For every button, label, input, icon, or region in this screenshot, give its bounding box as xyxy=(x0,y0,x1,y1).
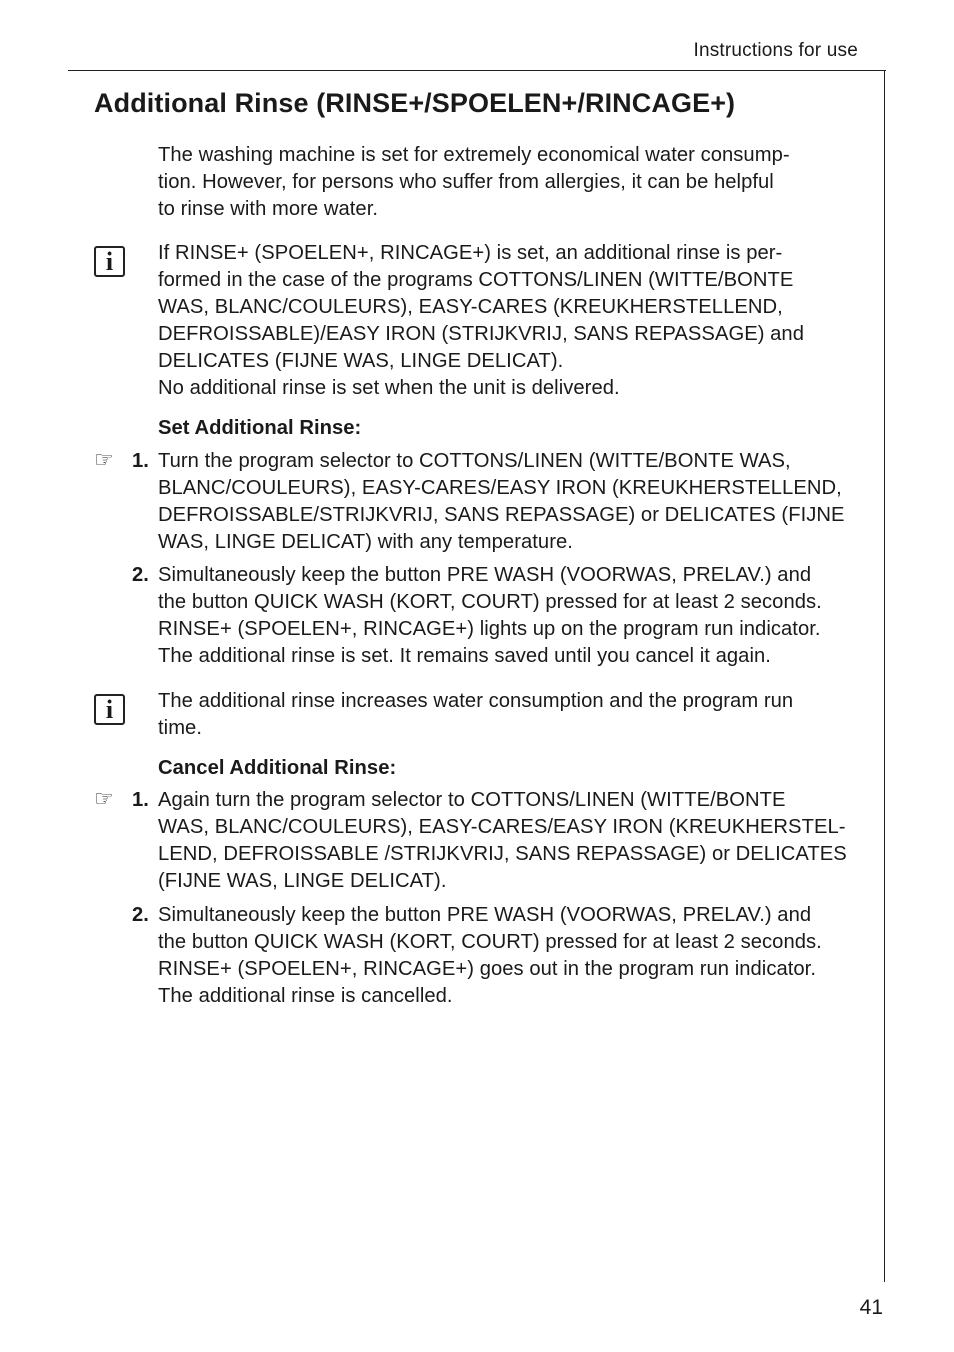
cancel-step-2-number: 2. xyxy=(132,904,149,926)
page-number: 41 xyxy=(859,1296,883,1319)
cancel-step-1-number: 1. xyxy=(132,789,149,811)
note-line: formed in the case of the programs COTTONS/LINEN (WITTE/BONTE xyxy=(158,269,794,291)
note-line: The additional rinse increases water consumption and the program run xyxy=(158,690,794,712)
step-line: Again turn the program selector to COTTONS/LINEN (WITTE/BONTE xyxy=(158,789,786,811)
cancel-step-2 xyxy=(158,902,858,1010)
step-line: Simultaneously keep the button PRE WASH (VOORWAS, PRELAV.) and xyxy=(158,564,812,586)
intro-line: to rinse with more water. xyxy=(158,198,379,220)
top-rule xyxy=(68,70,886,71)
note-line: DELICATES (FIJNE WAS, LINGE DELICAT). xyxy=(158,350,564,372)
step-line: BLANC/COULEURS), EASY-CARES/EASY IRON (KREUKHERSTELLEND, xyxy=(158,477,842,499)
intro-paragraph xyxy=(158,142,858,223)
step-line: The additional rinse is cancelled. xyxy=(158,985,453,1007)
info-glyph: i xyxy=(105,695,114,724)
note-line: If RINSE+ (SPOELEN+, RINCAGE+) is set, an additional rinse is per- xyxy=(158,242,783,264)
step-line: (FIJNE WAS, LINGE DELICAT). xyxy=(158,870,447,892)
info-icon xyxy=(94,246,125,277)
intro-line: tion. However, for persons who suffer from allergies, it can be helpful xyxy=(158,171,774,193)
pointing-hand-icon: ☞ xyxy=(94,448,114,473)
step-line: DEFROISSABLE/STRIJKVRIJ, SANS REPASSAGE) or DELICATES (FIJNE xyxy=(158,504,845,526)
step-line: RINSE+ (SPOELEN+, RINCAGE+) goes out in the program run indicator. xyxy=(158,958,817,980)
step-line: Simultaneously keep the button PRE WASH (VOORWAS, PRELAV.) and xyxy=(158,904,812,926)
running-head: Instructions for use xyxy=(693,40,858,61)
set-step-2 xyxy=(158,562,858,670)
set-step-1 xyxy=(158,448,858,556)
cancel-step-1 xyxy=(158,787,858,895)
step-line: the button QUICK WASH (KORT, COURT) pressed for at least 2 seconds. xyxy=(158,931,822,953)
note-line: DEFROISSABLE)/EASY IRON (STRIJKVRIJ, SANS REPASSAGE) and xyxy=(158,323,804,345)
step-line: RINSE+ (SPOELEN+, RINCAGE+) lights up on the program run indicator. xyxy=(158,618,821,640)
note-line: No additional rinse is set when the unit is delivered. xyxy=(158,377,620,399)
pointing-hand-icon: ☞ xyxy=(94,787,114,812)
set-heading: Set Additional Rinse: xyxy=(158,417,362,439)
info-note-1 xyxy=(158,240,858,402)
note-line: time. xyxy=(158,717,202,739)
step-line: the button QUICK WASH (KORT, COURT) pressed for at least 2 seconds. xyxy=(158,591,822,613)
step-line: WAS, BLANC/COULEURS), EASY-CARES/EASY IRON (KREUKHERSTEL- xyxy=(158,816,846,838)
set-step-2-number: 2. xyxy=(132,564,149,586)
step-line: The additional rinse is set. It remains saved until you cancel it again. xyxy=(158,645,771,667)
step-line: LEND, DEFROISSABLE /STRIJKVRIJ, SANS REPASSAGE) or DELICATES xyxy=(158,843,847,865)
info-glyph: i xyxy=(105,247,114,276)
info-note-2 xyxy=(158,688,858,742)
page-title: Additional Rinse (RINSE+/SPOELEN+/RINCAGE+) xyxy=(94,88,736,118)
info-icon xyxy=(94,694,125,725)
side-rule xyxy=(884,70,885,1282)
set-step-1-number: 1. xyxy=(132,450,149,472)
note-line: WAS, BLANC/COULEURS), EASY-CARES (KREUKHERSTELLEND, xyxy=(158,296,783,318)
intro-line: The washing machine is set for extremely economical water consump- xyxy=(158,144,790,166)
step-line: Turn the program selector to COTTONS/LINEN (WITTE/BONTE WAS, xyxy=(158,450,791,472)
step-line: WAS, LINGE DELICAT) with any temperature. xyxy=(158,531,573,553)
cancel-heading: Cancel Additional Rinse: xyxy=(158,757,397,779)
